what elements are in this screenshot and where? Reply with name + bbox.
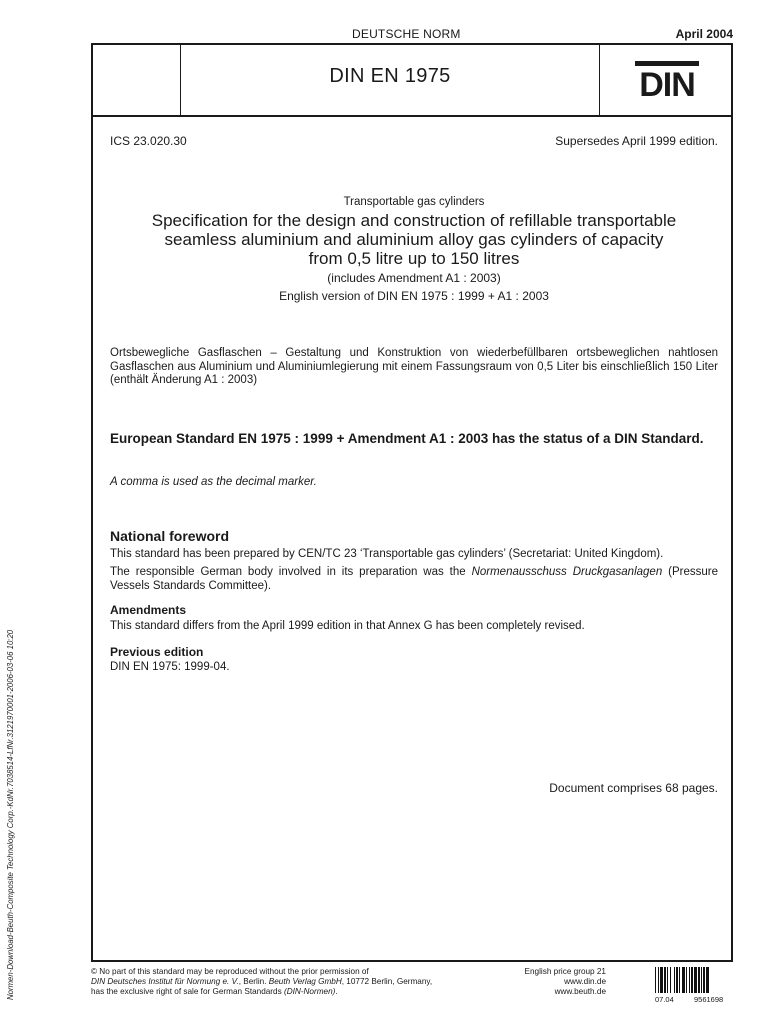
german-title: Ortsbewegliche Gasflaschen – Gestaltung und Konstruktion von wiederbefüllbaren ortsbeweglichen nahtlosen Gasflaschen aus Aluminium und Aluminiumlegierung mit einem Fassungsraum von 0,5 Liter bis einschließlich 150 Liter (enthält Änderung A1 : 2003): [110, 347, 718, 386]
publisher-name: Beuth Verlag GmbH: [268, 977, 342, 986]
previous-edition-heading: Previous edition: [110, 645, 204, 659]
barcode-bar: [664, 967, 666, 993]
price-group: English price group 21: [524, 967, 606, 976]
din-logo-icon: [635, 61, 699, 99]
previous-edition-text: DIN EN 1975: 1999-04.: [110, 661, 230, 673]
foreword-paragraph: This standard has been prepared by CEN/TC 23 ‘Transportable gas cylinders’ (Secretariat: United Kingdom).: [110, 548, 664, 560]
beuth-url-link[interactable]: www.beuth.de: [554, 987, 606, 996]
barcode-bar: [674, 967, 675, 993]
barcode-bar: [655, 967, 656, 993]
main-title-line: from 0,5 litre up to 150 litres: [308, 249, 520, 268]
title-block: [91, 43, 733, 117]
foreword-text: (Pressure Vessels Standards Committee).: [110, 566, 718, 592]
barcode-bar: [670, 967, 671, 993]
copyright-line: [91, 987, 501, 997]
document-number: DIN EN 1975: [329, 65, 451, 87]
copyright-text: , Berlin.: [238, 977, 269, 986]
amendments-text: This standard differs from the April 1999 edition in that Annex G has been completely revised.: [110, 620, 585, 632]
barcode-bar: [682, 967, 685, 993]
standard-status: European Standard EN 1975 : 1999 + Amendment A1 : 2003 has the status of a DIN Standard.: [110, 431, 704, 446]
din-institute-name: DIN Deutsches Institut für Normung e. V.: [91, 977, 239, 986]
copyright-text: has the exclusive right of sale for German Standards: [91, 987, 284, 996]
foreword-text: The responsible German body involved in its preparation was the: [110, 566, 472, 578]
subject-line: Transportable gas cylinders: [343, 196, 485, 208]
barcode-bar: [703, 967, 705, 993]
barcode-bar: [698, 967, 700, 993]
foreword-paragraph-responsible-body: [110, 565, 718, 593]
english-version-note: English version of DIN EN 1975 : 1999 + A1 : 2003: [279, 289, 549, 303]
amendments-heading: Amendments: [110, 603, 187, 617]
barcode-bar: [694, 967, 697, 993]
barcode-bar: [691, 967, 693, 993]
barcode-bar: [686, 967, 687, 993]
main-title-line: Specification for the design and construction of refillable transportable: [151, 211, 677, 230]
barcode-bar: [679, 967, 680, 993]
din-logo-text: DIN: [639, 66, 695, 99]
barcode-icon: [655, 967, 733, 993]
download-watermark: Normen-Download-Beuth-Composite Technology Corp.-KdNr.7038514-LfNr.3121970001-2006-03-06 10:20: [6, 629, 15, 1000]
barcode-bar: [689, 967, 690, 993]
barcode-bar: [676, 967, 678, 993]
barcode-date: 07.04: [655, 995, 674, 1004]
footer-copyright: [91, 967, 501, 997]
din-url-link[interactable]: www.din.de: [564, 977, 606, 986]
includes-amendment: (includes Amendment A1 : 2003): [327, 271, 501, 285]
title-block-left-cell: [91, 43, 181, 115]
page-frame: [91, 43, 733, 962]
din-normen-label: (DIN-Normen): [283, 987, 336, 996]
foreword-heading: National foreword: [110, 528, 230, 544]
barcode-bar: [706, 967, 709, 993]
barcode-bar: [701, 967, 702, 993]
copyright-line: © No part of this standard may be reproduced without the prior permission of: [91, 967, 369, 976]
copyright-text: , 10772 Berlin, Germany,: [341, 977, 433, 986]
barcode-number: 9561698: [694, 995, 724, 1004]
header-norm-label: DEUTSCHE NORM: [352, 27, 461, 41]
copyright-line: [91, 977, 501, 987]
copyright-text: .: [335, 987, 338, 996]
main-title-line: seamless aluminium and aluminium alloy gas cylinders of capacity: [164, 230, 664, 249]
footer-price-info: [500, 967, 606, 997]
header-date: April 2004: [675, 27, 733, 41]
barcode-bar: [660, 967, 663, 993]
barcode-bar: [667, 967, 668, 993]
supersedes-note: Supersedes April 1999 edition.: [555, 134, 718, 148]
committee-name: Normenausschuss Druckgasanlagen: [471, 566, 663, 578]
decimal-marker-note: A comma is used as the decimal marker.: [110, 476, 317, 488]
main-title: [110, 211, 718, 268]
title-block-logo-cell: [599, 43, 733, 115]
ics-code: ICS 23.020.30: [110, 134, 187, 148]
page-count-note: Document comprises 68 pages.: [549, 781, 718, 795]
barcode-bar: [658, 967, 659, 993]
